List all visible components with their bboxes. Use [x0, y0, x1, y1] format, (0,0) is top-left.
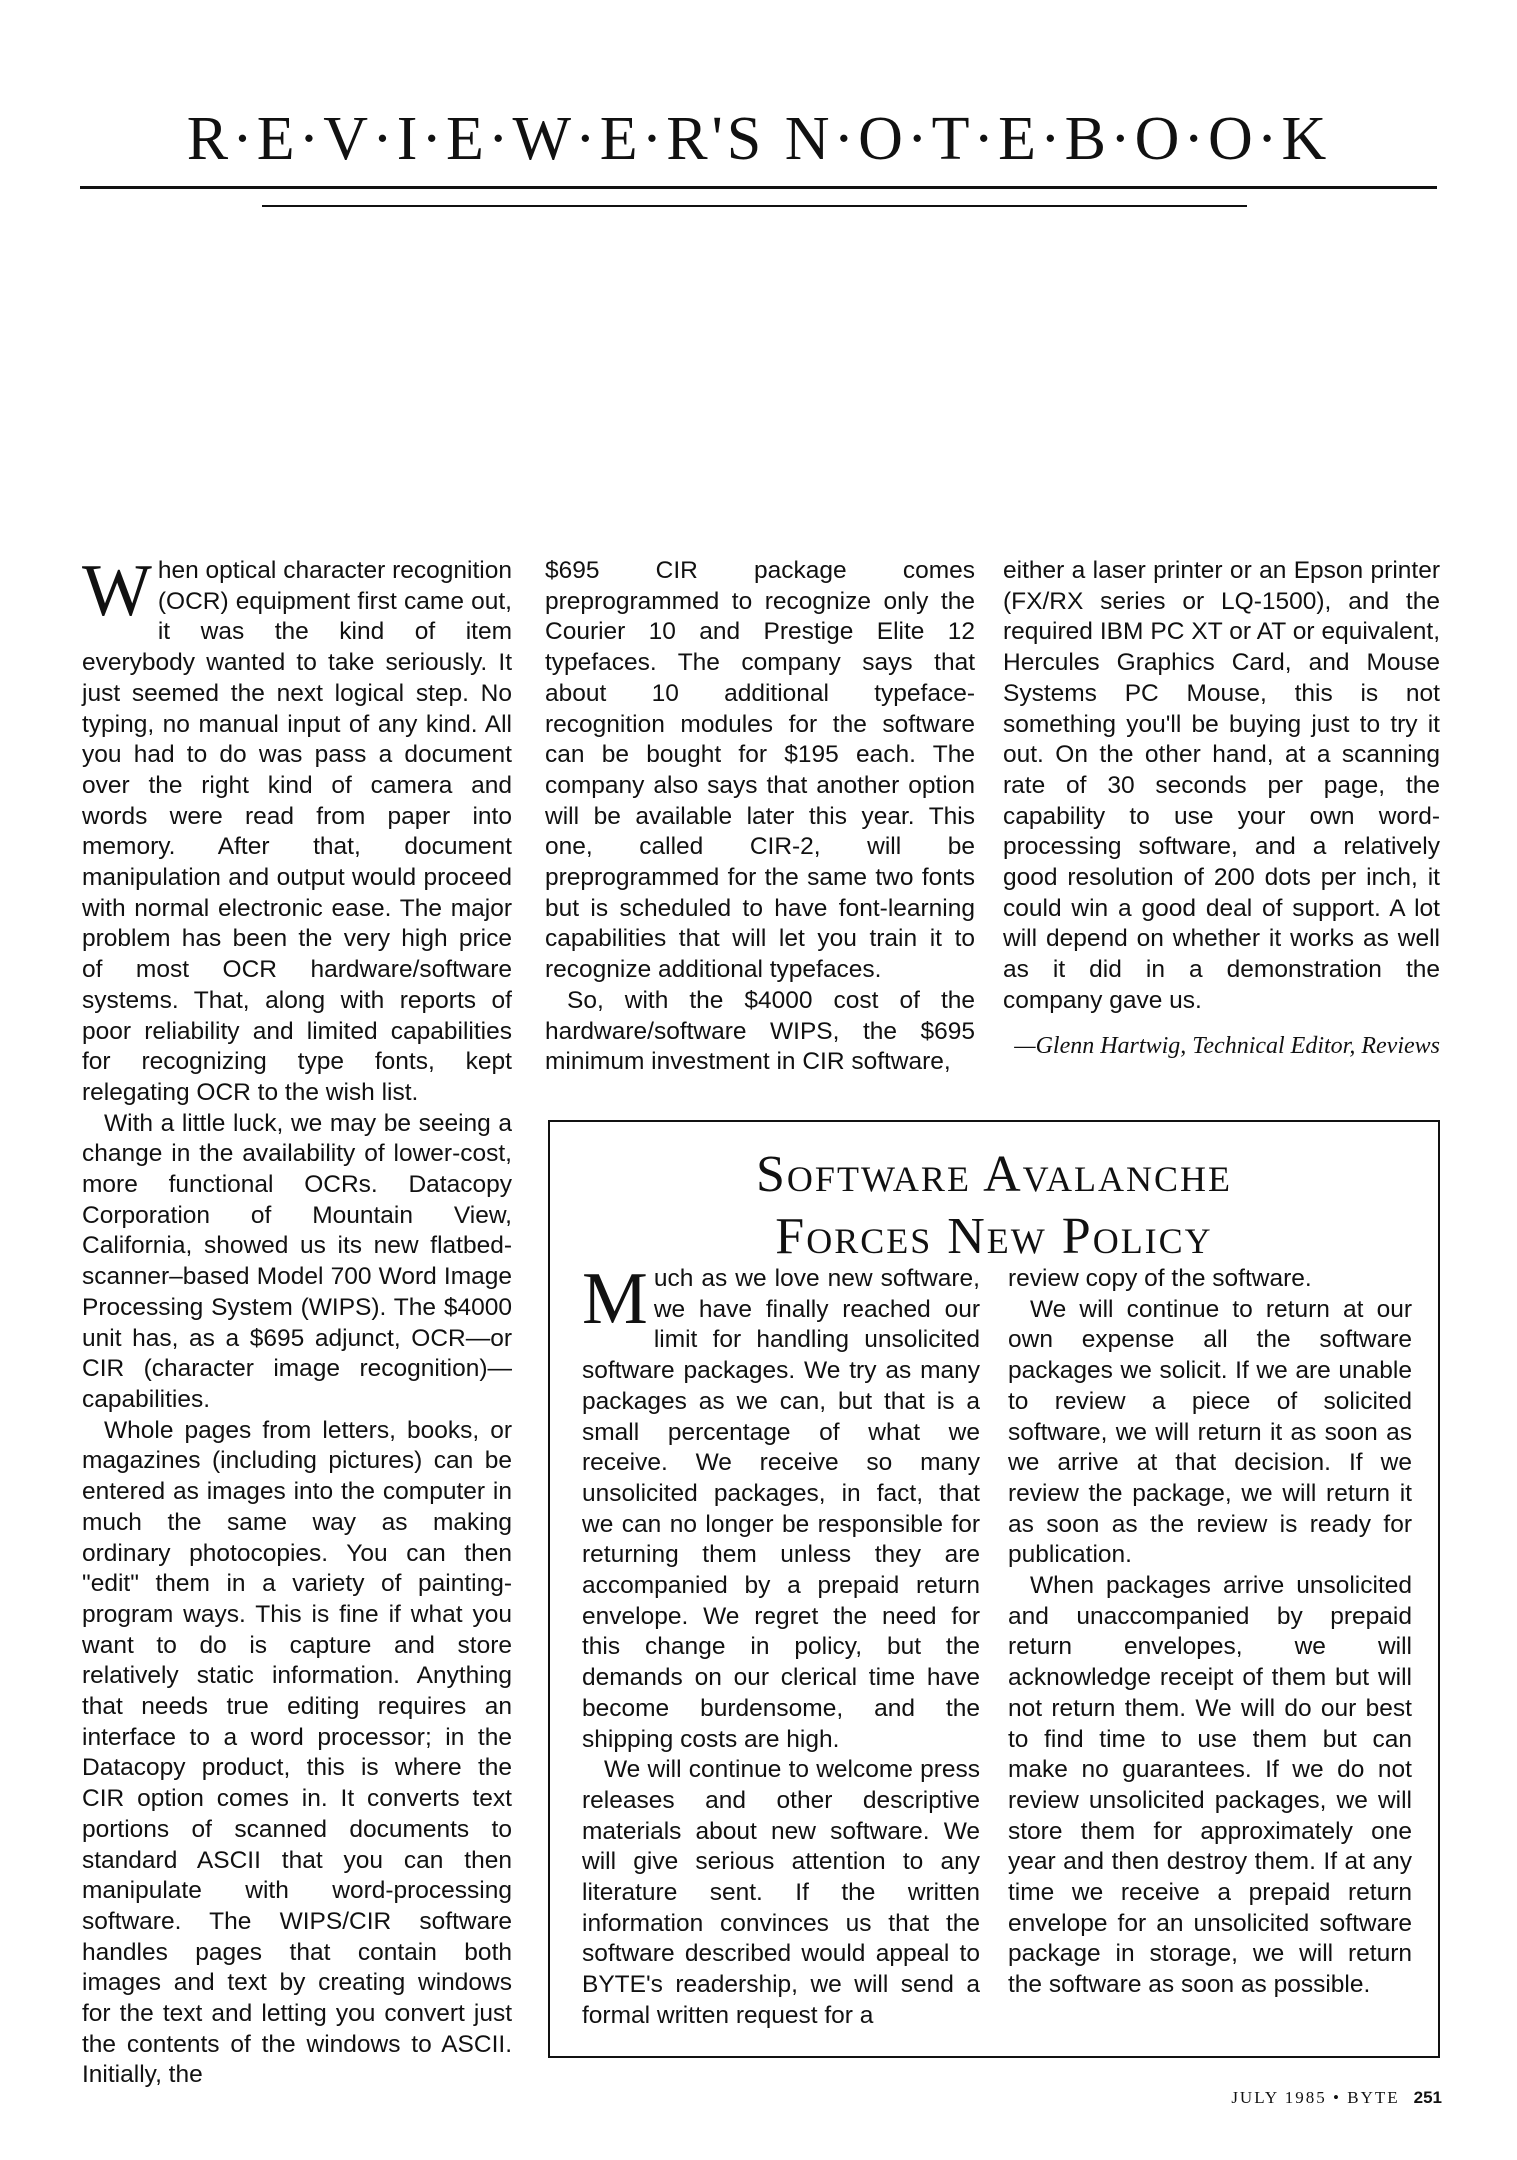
article-paragraph: With a little luck, we may be seeing a change in the availability of lower-cost, more functional OCRs. Datacopy Corporation of Mountain View, California, showed us its new flatbed-scanner–based Model 700 Word Image Processing System (WIPS). The $4000 unit has, as a $695 adjunct, OCR—or CIR (character image recognition)—capabilities.	[82, 1109, 512, 1413]
sidebar-paragraph: When packages arrive unsolicited and unaccompanied by prepaid return envelopes, we will acknowledge receipt of them but will not return them. We will do our best to find time to use them but can make no guarantees. If we do not review unsolicited packages, we will store them for approximately one year and then destroy them. If at any time we receive a prepaid return envelope for an unsolicited software package in storage, we will return the software as soon as possible.	[1008, 1572, 1412, 1999]
issue-label: JULY 1985 • BYTE	[1231, 2088, 1400, 2107]
article-column-1	[82, 550, 512, 2091]
sidebar-column-1	[582, 1258, 980, 2032]
sidebar-title-line-1: Software Avalanche	[756, 1146, 1232, 1203]
drop-cap: W	[82, 550, 152, 632]
drop-cap: M	[582, 1258, 648, 1340]
article-paragraph: So, with the $4000 cost of the hardware/software WIPS, the $695 minimum investment in CIR software,	[545, 986, 975, 1076]
article-paragraph: $695 CIR package comes preprogrammed to recognize only the Courier 10 and Prestige Elite 12 typefaces. The company says that about 10 additional typeface-recognition modules for the software can be bought for $195 each. The company also says that another option will be available later this year. This one, called CIR-2, will be preprogrammed for the same two fonts but is scheduled to have font-learning capabilities that will let you train it to recognize additional typefaces.	[545, 557, 975, 984]
header-rule	[80, 186, 1437, 189]
article-paragraph: either a laser printer or an Epson printer (FX/RX series or LQ-1500), and the required IBM PC XT or AT or equivalent, Hercules Graphics Card, and Mouse Systems PC Mouse, this is not something you'll be buying just to try it out. On the other hand, at a scanning rate of 30 seconds per page, the capability to use your own word-processing software, and a relatively good resolution of 200 dots per inch, it could win a good deal of support. A lot will depend on whether it works as well as it did in a demonstration the company gave us.	[1003, 557, 1440, 1014]
sidebar-paragraph: Much as we love new software, we have finally reached our limit for handling unsolicited software packages. We try as many packages as we can, but that is a small percentage of what we receive. We receive so many unsolicited packages, in fact, that we can no longer be responsible for returning them unless they are accompanied by a prepaid return envelope. We regret the need for this change in policy, but the demands on our clerical time have become burdensome, and the shipping costs are high.	[582, 1258, 980, 1753]
article-column-2	[545, 556, 975, 1078]
article-column-3	[1003, 556, 1440, 1061]
header-rule-thin	[262, 205, 1247, 207]
sidebar-paragraph: review copy of the software.	[1008, 1265, 1312, 1292]
sidebar-title-line-2: Forces New Policy	[775, 1208, 1213, 1265]
page-number: 251	[1413, 2088, 1442, 2107]
article-paragraph: When optical character recognition (OCR) equipment first came out, it was the kind of item everybody wanted to take seriously. It just seemed the next logical step. No typing, no manual input of any kind. All you had to do was pass a document over the right kind of camera and words were read from paper into memory. After that, document manipulation and output would proceed with normal electronic ease. The major problem has been the very high price of most OCR hardware/software systems. That, along with reports of poor reliability and limited capabilities for recognizing type fonts, kept relegating OCR to the wish list.	[82, 550, 512, 1106]
page-title: R·E·V·I·E·W·E·R'S N·O·T·E·B·O·O·K	[186, 105, 1331, 173]
article-paragraph: Whole pages from letters, books, or magazines (including pictures) can be entered as images into the computer in much the same way as making ordinary photocopies. You can then "edit" them in a variety of painting-program ways. This is fine if what you want to do is capture and store relatively static information. Anything that needs true editing requires an interface to a word processor; in the Datacopy product, this is where the CIR option comes in. It converts text portions of scanned documents to standard ASCII that you can then manipulate with word-processing software. The WIPS/CIR software handles pages that contain both images and text by creating windows for the text and letting you convert just the contents of the windows to ASCII. Initially, the	[82, 1416, 512, 2089]
author-signature: —Glenn Hartwig, Technical Editor, Reviews	[1014, 1032, 1440, 1059]
sidebar-column-2	[1008, 1264, 1412, 2001]
sidebar-paragraph: We will continue to welcome press releases and other descriptive materials about new software. We will give serious attention to any literature sent. If the written information convinces us that the software described would appeal to BYTE's readership, we will send a formal written request for a	[582, 1756, 980, 2029]
page-footer	[1100, 2088, 1442, 2108]
sidebar-title	[550, 1144, 1438, 1268]
sidebar-paragraph: We will continue to return at our own expense all the software packages we solicit. If we are unable to review a piece of solicited software, we will return it as soon as we arrive at that decision. If we review the package, we will return it as soon as the review is ready for publication.	[1008, 1295, 1412, 1569]
